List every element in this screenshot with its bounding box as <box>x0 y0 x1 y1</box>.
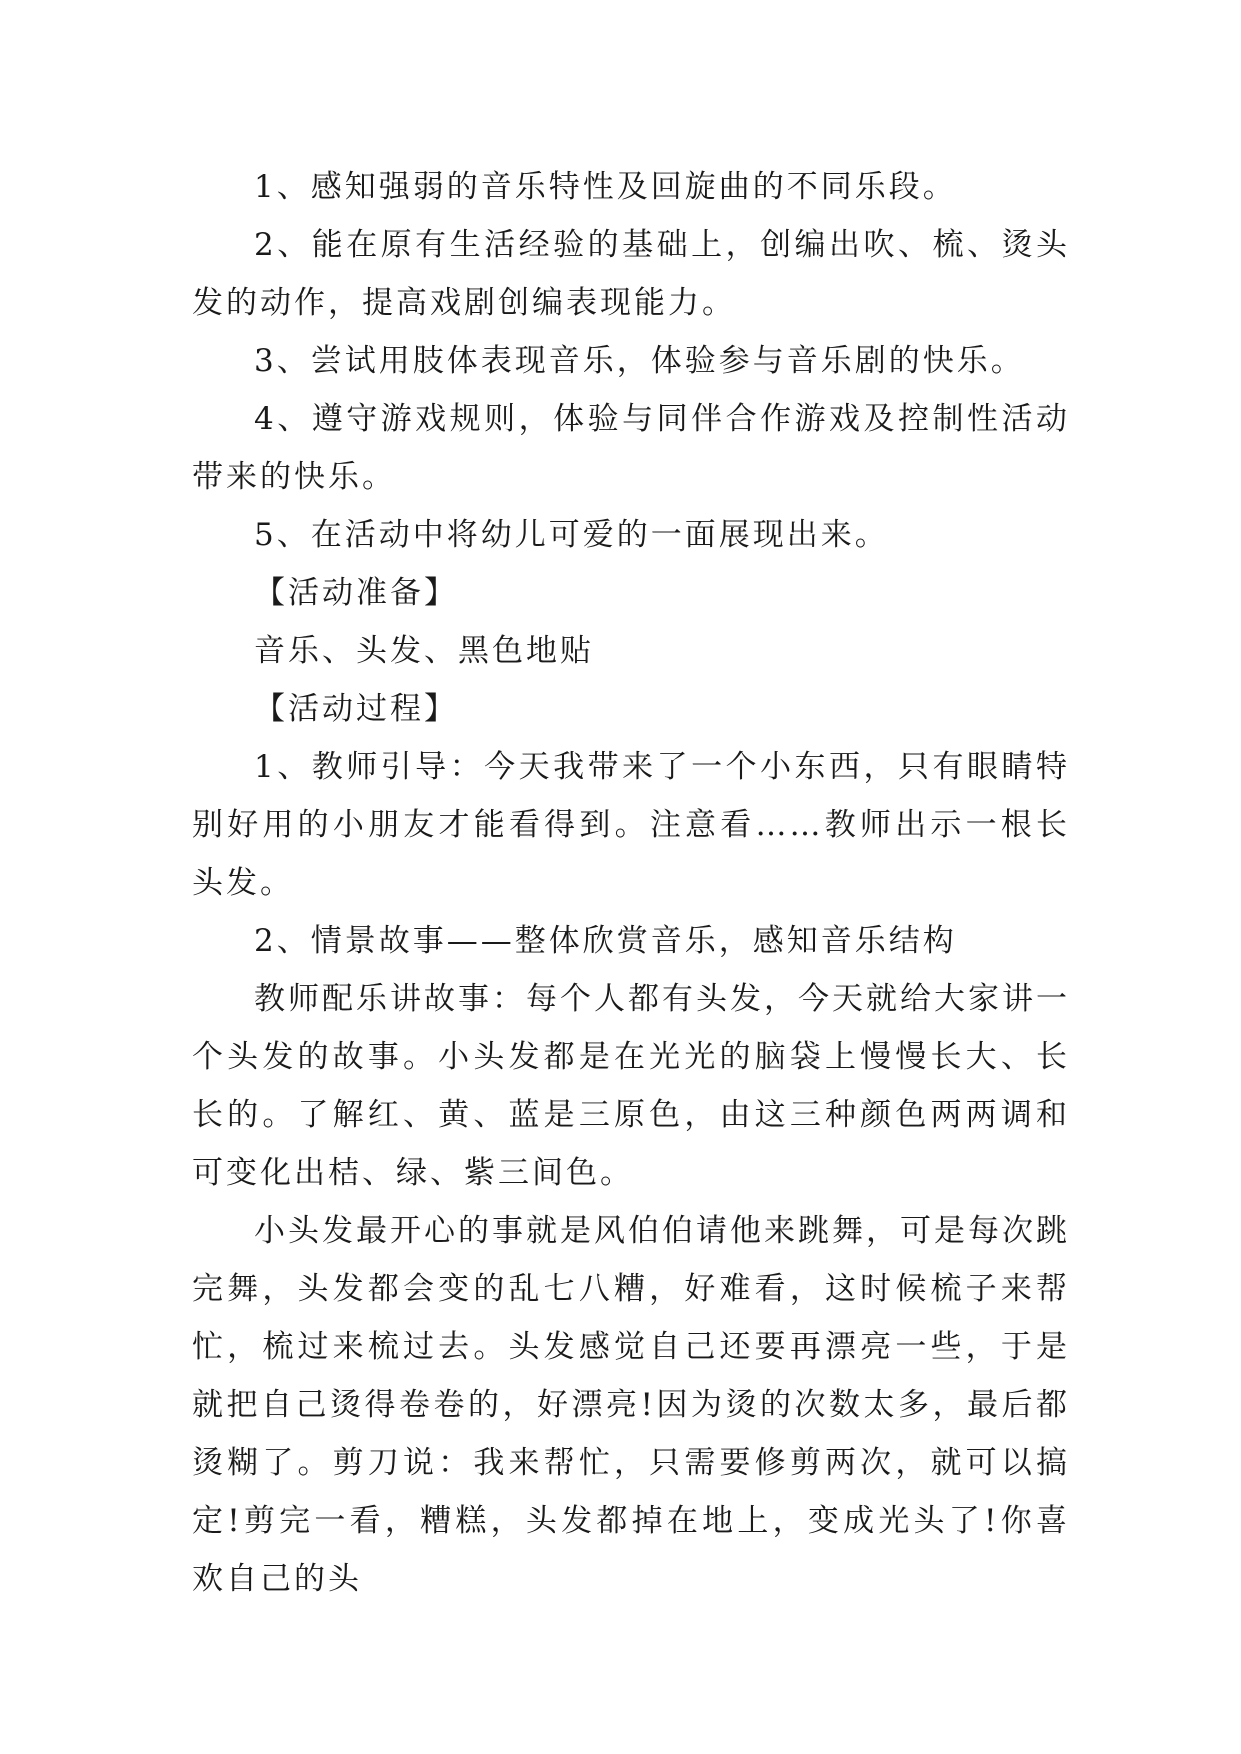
objective-1: 1、感知强弱的音乐特性及回旋曲的不同乐段。 <box>254 169 957 205</box>
process-step-2: 2、情景故事——整体欣赏音乐，感知音乐结构 <box>254 923 957 959</box>
preparation-materials: 音乐、头发、黑色地贴 <box>254 633 594 669</box>
story-paragraph-2: 小头发最开心的事就是风伯伯请他来跳舞，可是每次跳完舞，头发都会变的乱七八糟，好难看，这时候梳子来帮忙，梳过来梳过去。头发感觉自己还要再漂亮一些，于是就把自己烫得卷卷的，好漂亮!因为烫的次数太多，最后都烫糊了。剪刀说：我来帮忙，只需要修剪两次，就可以搞定!剪完一看，糟糕，头发都掉在地上，变成光头了!你喜欢自己的头 <box>192 1213 1070 1597</box>
objective-2: 2、能在原有生活经验的基础上，创编出吹、梳、烫头发的动作，提高戏剧创编表现能力。 <box>192 227 1070 321</box>
objective-3: 3、尝试用肢体表现音乐，体验参与音乐剧的快乐。 <box>254 343 1025 379</box>
section-heading-preparation: 【活动准备】 <box>254 575 458 611</box>
document-body <box>192 158 1070 1608</box>
objective-4: 4、遵守游戏规则，体验与同伴合作游戏及控制性活动带来的快乐。 <box>192 401 1070 495</box>
story-paragraph-1: 教师配乐讲故事：每个人都有头发，今天就给大家讲一个头发的故事。小头发都是在光光的脑袋上慢慢长大、长长的。了解红、黄、蓝是三原色，由这三种颜色两两调和可变化出桔、绿、紫三间色。 <box>192 981 1070 1191</box>
process-step-1: 1、教师引导：今天我带来了一个小东西，只有眼睛特别好用的小朋友才能看得到。注意看……教师出示一根长头发。 <box>192 749 1070 901</box>
section-heading-process: 【活动过程】 <box>254 691 458 727</box>
objective-5: 5、在活动中将幼儿可爱的一面展现出来。 <box>254 517 889 553</box>
